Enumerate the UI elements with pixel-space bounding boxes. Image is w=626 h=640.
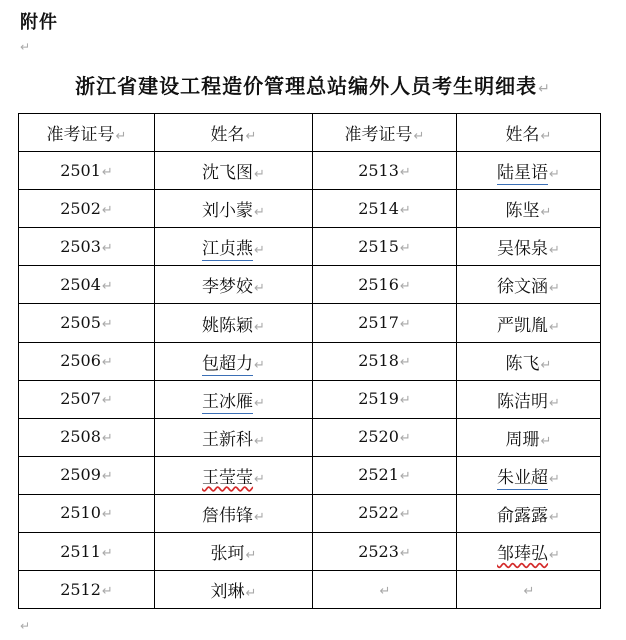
table-row [19, 456, 601, 494]
name-cell [155, 228, 313, 266]
table-row [19, 152, 601, 190]
header-label: 姓名 [210, 125, 245, 146]
cell-text: 包超力 [202, 353, 254, 374]
paragraph-mark: ↵ [254, 509, 265, 525]
paragraph-mark: ↵ [379, 583, 391, 599]
paragraph-mark: ↵ [101, 393, 113, 409]
cell-text: 2512 [60, 579, 101, 599]
cell-text: 江贞燕 [202, 239, 254, 260]
paragraph-mark: ↵ [101, 278, 113, 294]
cell-text: 2504 [60, 274, 101, 294]
cell-text: 徐文涵 [497, 277, 549, 298]
cell-text: 2522 [358, 503, 399, 523]
paragraph-mark: ↵ [549, 509, 560, 525]
cell-text: 严凯胤 [497, 315, 549, 336]
title-text: 浙江省建设工程造价管理总站编外人员考生明细表 [75, 74, 538, 98]
cell-text: 2520 [358, 427, 399, 447]
cell-text: 李梦姣 [202, 277, 254, 298]
exam-number-cell [19, 571, 155, 609]
cell-text: 2506 [60, 351, 101, 371]
candidate-table [18, 113, 601, 609]
name-cell [457, 571, 601, 609]
name-cell [457, 494, 601, 532]
table-row [19, 266, 601, 304]
paragraph-mark: ↵ [101, 317, 113, 333]
cell-text: 陈坚 [505, 201, 540, 222]
exam-number-cell [19, 342, 155, 380]
paragraph-mark: ↵ [101, 355, 113, 371]
document-title [0, 70, 626, 99]
table-row [19, 380, 601, 418]
name-cell [457, 380, 601, 418]
cell-text: 2505 [60, 313, 101, 333]
header-cell-name [457, 114, 601, 152]
paragraph-mark: ↵ [101, 583, 113, 599]
exam-number-cell [313, 190, 457, 228]
exam-number-cell [313, 571, 457, 609]
cell-text: 2501 [60, 160, 101, 180]
paragraph-mark: ↵ [254, 357, 265, 373]
exam-number-cell [19, 533, 155, 571]
name-cell [457, 342, 601, 380]
cell-text: 俞露露 [497, 505, 549, 526]
paragraph-mark: ↵ [101, 202, 113, 218]
table-header-row [19, 114, 601, 152]
cell-text: 陈洁明 [497, 391, 549, 412]
name-cell [457, 266, 601, 304]
paragraph-mark: ↵ [549, 548, 560, 564]
cell-text: 2521 [358, 465, 399, 485]
name-cell [155, 152, 313, 190]
cell-text: 姚陈颖 [202, 315, 254, 336]
cell-text: 邹琫弘 [497, 544, 549, 565]
paragraph-mark: ↵ [101, 240, 113, 256]
cell-text: 陈飞 [505, 353, 540, 374]
paragraph-mark: ↵ [254, 395, 265, 411]
paragraph-mark: ↵ [101, 507, 113, 523]
cell-text: 陆星语 [497, 163, 549, 184]
paragraph-mark: ↵ [538, 81, 551, 97]
cell-text: 2502 [60, 198, 101, 218]
paragraph-mark: ↵ [399, 355, 411, 371]
cell-text: 2523 [358, 541, 399, 561]
name-cell [457, 533, 601, 571]
header-cell-name [155, 114, 313, 152]
paragraph-mark: ↵ [254, 243, 265, 259]
paragraph-mark: ↵ [549, 319, 560, 335]
attachment-heading: 附件 [20, 12, 58, 33]
exam-number-cell [313, 152, 457, 190]
cell-text: 朱业超 [497, 467, 549, 488]
paragraph-mark: ↵ [101, 164, 113, 180]
exam-number-cell [19, 228, 155, 266]
name-cell [155, 380, 313, 418]
cell-text: 2503 [60, 236, 101, 256]
table-row [19, 190, 601, 228]
cell-text: 2507 [60, 389, 101, 409]
name-cell [155, 456, 313, 494]
name-cell [457, 418, 601, 456]
exam-number-cell [313, 304, 457, 342]
exam-number-cell [313, 418, 457, 456]
paragraph-mark: ↵ [549, 281, 560, 297]
paragraph-mark: ↵ [254, 167, 265, 183]
paragraph-mark: ↵ [254, 471, 265, 487]
exam-number-cell [19, 304, 155, 342]
cell-text: 2515 [358, 236, 399, 256]
cell-text: 张珂 [210, 544, 245, 565]
header-label: 准考证号 [344, 125, 413, 146]
cell-text: 詹伟锋 [202, 505, 254, 526]
name-cell [155, 418, 313, 456]
name-cell [457, 456, 601, 494]
name-cell [155, 342, 313, 380]
table-row [19, 494, 601, 532]
exam-number-cell [19, 190, 155, 228]
cell-text: 2519 [358, 389, 399, 409]
header-label: 姓名 [505, 125, 540, 146]
header-label: 准考证号 [46, 125, 115, 146]
exam-number-cell [19, 494, 155, 532]
cell-text: 2511 [60, 541, 101, 561]
paragraph-mark: ↵ [101, 469, 113, 485]
table-row [19, 418, 601, 456]
name-cell [155, 494, 313, 532]
name-cell [155, 304, 313, 342]
cell-text: 2516 [358, 274, 399, 294]
table-row [19, 571, 601, 609]
paragraph-mark: ↵ [540, 357, 552, 373]
paragraph-mark: ↵ [540, 129, 552, 145]
paragraph-mark: ↵ [549, 395, 560, 411]
cell-text: 王新科 [202, 429, 254, 450]
cell-text: 沈飞图 [202, 163, 254, 184]
exam-number-cell [19, 456, 155, 494]
cell-text: 刘小蒙 [202, 201, 254, 222]
paragraph-mark: ↵ [540, 433, 552, 449]
name-cell [457, 190, 601, 228]
exam-number-cell [19, 380, 155, 418]
cell-text: 2518 [358, 351, 399, 371]
paragraph-mark: ↵ [254, 319, 265, 335]
paragraph-mark: ↵ [399, 240, 411, 256]
header-cell-exam-number [19, 114, 155, 152]
exam-number-cell [19, 266, 155, 304]
paragraph-mark: ↵ [549, 167, 560, 183]
paragraph-mark: ↵ [254, 433, 265, 449]
table-row [19, 304, 601, 342]
cell-text: 刘琳 [210, 582, 245, 603]
paragraph-mark: ↵ [399, 545, 411, 561]
paragraph-mark: ↵ [399, 431, 411, 447]
cell-text: 2510 [60, 503, 101, 523]
name-cell [155, 571, 313, 609]
paragraph-mark: ↵ [245, 586, 257, 602]
paragraph-mark: ↵ [549, 471, 560, 487]
name-cell [155, 190, 313, 228]
paragraph-mark: ↵ [399, 317, 411, 333]
candidate-table-body [19, 114, 601, 609]
paragraph-mark: ↵ [254, 205, 265, 221]
table-row [19, 342, 601, 380]
paragraph-mark: ↵ [549, 243, 560, 259]
exam-number-cell [313, 342, 457, 380]
table-row [19, 533, 601, 571]
exam-number-cell [313, 228, 457, 266]
name-cell [155, 533, 313, 571]
exam-number-cell [313, 533, 457, 571]
header-cell-exam-number [313, 114, 457, 152]
paragraph-mark: ↵ [399, 278, 411, 294]
name-cell [457, 152, 601, 190]
exam-number-cell [19, 152, 155, 190]
cell-text: 2513 [358, 160, 399, 180]
name-cell [155, 266, 313, 304]
exam-number-cell [313, 380, 457, 418]
cell-text: 王莹莹 [202, 467, 254, 488]
table-row [19, 228, 601, 266]
paragraph-mark: ↵ [399, 393, 411, 409]
paragraph-mark: ↵ [540, 205, 552, 221]
paragraph-mark: ↵ [399, 164, 411, 180]
exam-number-cell [313, 456, 457, 494]
name-cell [457, 304, 601, 342]
cell-text: 吴保泉 [497, 239, 549, 260]
cell-text: 2517 [358, 313, 399, 333]
paragraph-mark: ↵ [245, 129, 257, 145]
paragraph-mark: ↵ [115, 129, 127, 145]
paragraph-mark: ↵ [523, 583, 535, 599]
cell-text: 2514 [358, 198, 399, 218]
exam-number-cell [313, 494, 457, 532]
paragraph-mark: ↵ [101, 431, 113, 447]
paragraph-mark: ↵ [245, 548, 257, 564]
cell-text: 王冰雁 [202, 391, 254, 412]
cell-text: 2509 [60, 465, 101, 485]
paragraph-mark: ↵ [399, 202, 411, 218]
name-cell [457, 228, 601, 266]
paragraph-mark: ↵ [413, 129, 425, 145]
cell-text: 周珊 [505, 429, 540, 450]
cell-text: 2508 [60, 427, 101, 447]
paragraph-mark: ↵ [254, 281, 265, 297]
exam-number-cell [19, 418, 155, 456]
paragraph-mark: ↵ [101, 545, 113, 561]
paragraph-mark: ↵ [20, 40, 31, 54]
paragraph-mark: ↵ [399, 507, 411, 523]
paragraph-mark: ↵ [20, 619, 31, 633]
exam-number-cell [313, 266, 457, 304]
paragraph-mark: ↵ [399, 469, 411, 485]
